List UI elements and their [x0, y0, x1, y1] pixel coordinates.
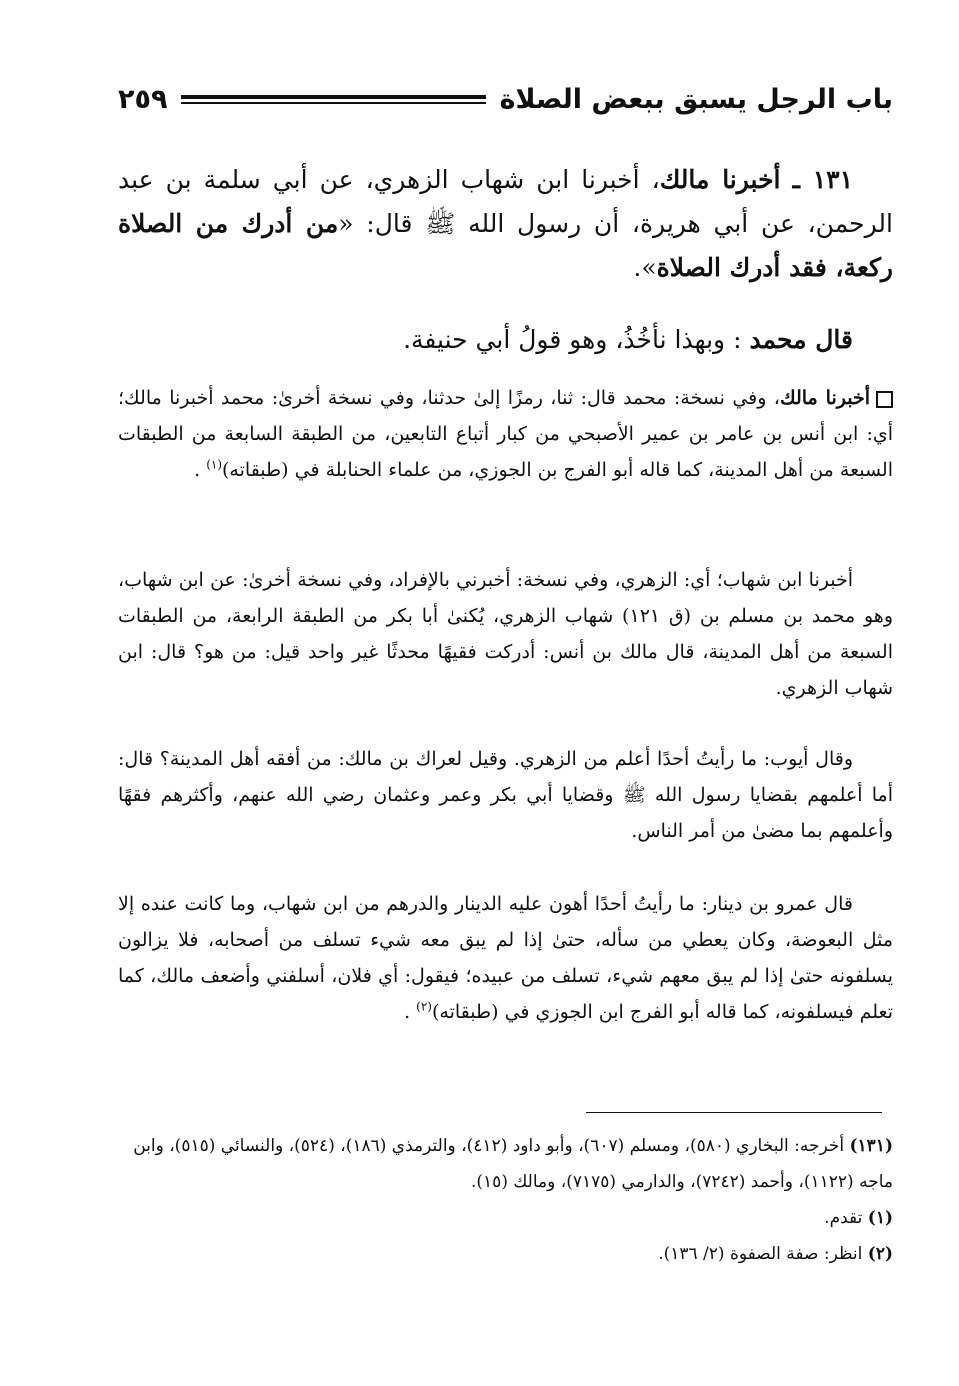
hadith-text-end: ».	[633, 253, 657, 282]
footnote-1	[118, 1200, 893, 1236]
qal-text: : وبهذا نأخُذُ، وهو قولُ أبي حنيفة.	[403, 325, 742, 354]
footnote-text: أخرجه: البخاري (٥٨٠)، ومسلم (٦٠٧)، وأبو داود (٤١٢)، والترمذي (١٨٦)، (٥٢٤)، والنسائي (٥١٥)، وابن ماجه (١١٢٢)، وأحمد (٧٢٤٢)، والدارمي (٧١٧٥)، ومالك (١٥).	[133, 1136, 893, 1192]
footnote-label: (١)	[867, 1208, 893, 1228]
footnote-131	[118, 1128, 893, 1200]
hadith-quote: من أدرك من الصلاة ركعة، فقد أدرك الصلاة	[118, 209, 893, 282]
footnote-label: (٢)	[867, 1244, 893, 1264]
commentary-lead: أخبرنا مالك	[779, 387, 871, 409]
hadith-lead: أخبرنا مالك	[659, 165, 781, 194]
footnote-ref-2[interactable]: (٢)	[416, 999, 432, 1014]
footnotes	[118, 1128, 893, 1272]
commentary-paragraph-1	[118, 380, 893, 488]
qal-muhammad	[118, 318, 893, 362]
hadith-number: ١٣١ ـ	[792, 165, 854, 194]
hadith-131	[118, 158, 893, 290]
footnote-text: انظر: صفة الصفوة (٢/ ١٣٦).	[658, 1244, 863, 1264]
commentary-end: .	[404, 1001, 411, 1023]
commentary-text: قال عمرو بن دينار: ما رأيتُ أحدًا أهون عليه الدينار والدرهم من ابن شهاب، وما كانت عنده إلا مثل البعوضة، وكان يعطي من سأله، حتىٰ إذا لم يبق معه شيء تسلف من أصحابه، فلا يزالون يسلفونه حتىٰ إذا لم يبق معهم شيء، تسلف من عبيده؛ فيقول: أي فلان، أسلفني وأضعف مالك، كما تعلم فيسلفونه، كما قاله أبو الفرج ابن الجوزي في (طبقاته)	[118, 893, 893, 1023]
chapter-title: باب الرجل يسبق ببعض الصلاة	[499, 83, 893, 115]
page-number: ٢٥٩	[118, 83, 168, 115]
hadith-text: ، أخبرنا ابن شهاب الزهري، عن أبي سلمة بن عبد الرحمن، عن أبي هريرة، أن رسول الله ﷺ قال: «	[118, 165, 893, 238]
commentary-end: .	[194, 459, 201, 481]
commentary-paragraph-3	[118, 741, 893, 849]
header-rule	[181, 95, 485, 104]
qal-lead: قال محمد	[749, 325, 853, 354]
footnote-ref-1[interactable]: (١)	[206, 457, 223, 472]
commentary-paragraph-2	[118, 562, 893, 706]
commentary-text: ، وفي نسخة: محمد قال: ثنا، رمزًا إلىٰ حدثنا، وفي نسخة أخرىٰ: محمد أخبرنا مالك؛ أي: ابن أنس بن عامر بن عمير الأصبحي من كبار أتباع التابعين، من الطبقة السابعة من الطبقات السبعة من أهل المدينة، كما قاله أبو الفرج بن الجوزي، من علماء الحنابلة في (طبقاته)	[118, 387, 893, 481]
page-header	[118, 74, 893, 124]
footnote-label: (١٣١)	[849, 1136, 893, 1156]
commentary-box-marker	[876, 391, 893, 408]
commentary-text: وقال أيوب: ما رأيتُ أحدًا أعلم من الزهري. وقيل لعراك بن مالك: من أفقه أهل المدينة؟ قال: أما أعلمهم بقضايا رسول الله ﷺ وقضايا أبي بكر وعمر وعثمان رضي الله عنهم، وأكثرهم فقهًا وأعلمهم بما مضىٰ من أمر الناس.	[118, 748, 893, 842]
footnote-2	[118, 1236, 893, 1272]
commentary-paragraph-4	[118, 886, 893, 1030]
footnote-text: تقدم.	[824, 1208, 863, 1228]
footnote-divider	[586, 1112, 882, 1113]
commentary-text: أخبرنا ابن شهاب؛ أي: الزهري، وفي نسخة: أخبرني بالإفراد، وفي نسخة أخرىٰ: عن ابن شهاب، وهو محمد بن مسلم بن (ق ١٢١) شهاب الزهري، يُكنىٰ أبا بكر من الطبقة الرابعة، من الطبقات السبعة من أهل المدينة، قال مالك بن أنس: أدركت فقيهًا محدثًا غير واحد قيل: من هو؟ قال: ابن شهاب الزهري.	[118, 569, 893, 699]
